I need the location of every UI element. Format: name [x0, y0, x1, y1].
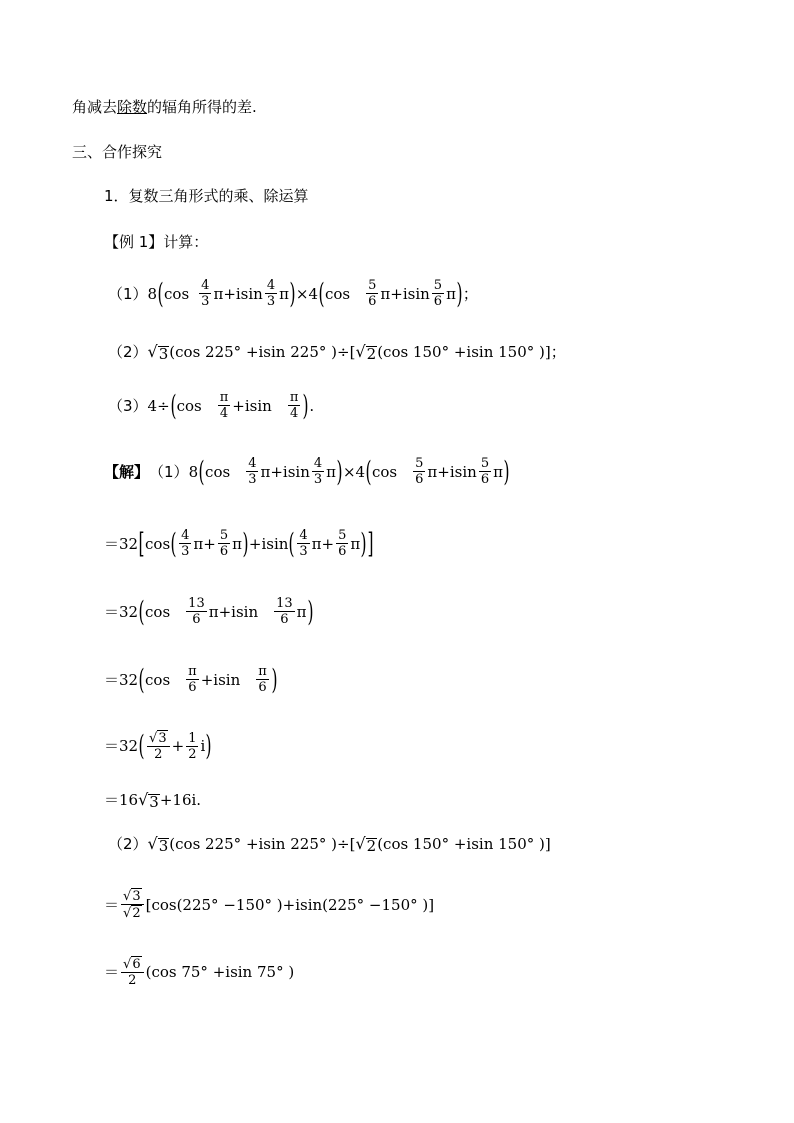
imaginary-unit: i: [200, 737, 206, 755]
solution-label: 【解】: [104, 462, 150, 481]
cos-label: cos: [205, 462, 231, 481]
cos-label: cos: [145, 602, 171, 621]
solution-step-angle-diff: [104, 888, 434, 921]
fraction-4-3: $\frac{4}{3}$: [201, 278, 210, 309]
cos-label: cos: [164, 284, 190, 303]
paren-close: ): [205, 729, 212, 762]
fraction-4-3: $\frac{4}{3}$: [181, 528, 190, 559]
problem-1: [108, 278, 478, 309]
equals-16: ＝16: [104, 791, 139, 809]
topic-title: 1．复数三角形式的乘、除运算: [104, 187, 309, 205]
fraction-5-6: $\frac{5}{6}$: [480, 456, 490, 487]
fraction-1-2: $\frac{1}{2}$: [188, 730, 197, 762]
polar-225: (cos 225° +isin 225° ): [169, 343, 337, 361]
fraction-5-6: $\frac{5}{6}$: [415, 456, 424, 487]
pi-symbol: π: [350, 534, 361, 553]
pi-symbol: π: [296, 602, 307, 621]
equals-32: ＝32: [104, 737, 139, 755]
pi-symbol: π: [446, 284, 456, 303]
problem-2: [108, 342, 566, 362]
paren-close: ): [306, 594, 313, 628]
paren-close: ): [456, 276, 463, 310]
cos-label: cos: [176, 396, 202, 415]
isin-label: +isin: [218, 602, 259, 621]
isin-label: +isin: [200, 670, 241, 689]
paren-close: ): [289, 276, 296, 310]
problem-3: [108, 390, 314, 421]
paren-open: (: [365, 454, 372, 488]
pi-symbol: π: [493, 462, 503, 481]
isin-label: +isin: [270, 462, 310, 481]
polar-75: (cos 75° +isin 75° ): [145, 963, 295, 981]
equals-32: ＝32: [104, 602, 139, 621]
pi-symbol: π: [232, 534, 242, 553]
polar-225: (cos 225° +isin 225° ): [169, 835, 337, 853]
divide-sign: ÷: [337, 835, 350, 853]
semicolon: ；: [462, 284, 478, 303]
coef-8: 8: [147, 284, 158, 303]
sqrt-3: √ 3: [147, 342, 169, 363]
angle-difference-expression: [cos(225° −150° )+isin(225° −150° )]: [145, 895, 435, 914]
fraction-pi-6: $\frac{\pi}{6}$: [188, 664, 197, 695]
plus-16i: +16i.: [159, 791, 202, 809]
divide-sign: ÷: [157, 396, 170, 415]
fraction-pi-4: $\frac{\pi}{4}$: [289, 390, 299, 421]
bracket-open: [: [138, 526, 145, 560]
pi-symbol: π: [326, 462, 336, 481]
cos-label: cos: [145, 534, 171, 553]
problem-1-prefix: （1）: [108, 284, 148, 303]
cos-label: cos: [324, 284, 351, 303]
fraction-13-6: $\frac{13}{6}$: [188, 596, 205, 627]
isin-label: +isin: [248, 534, 289, 553]
equals-32: ＝32: [104, 670, 139, 689]
equals-sign: ＝: [104, 963, 120, 981]
equals-32: ＝32: [104, 534, 139, 553]
divide-sign: ÷: [337, 343, 350, 361]
times-4: ×4: [295, 284, 319, 303]
pi-symbol: π: [380, 284, 391, 303]
pi-symbol: π: [213, 284, 224, 303]
paren-open: (: [288, 526, 295, 560]
fraction-sqrt3-2: √ 3 2: [147, 730, 170, 762]
pi-symbol: π: [427, 462, 438, 481]
fraction-sqrt6-2: √ 6 2: [121, 956, 144, 988]
paren-close: ): [242, 526, 249, 560]
paren-close: ): [336, 454, 343, 488]
coef-4: 4: [147, 396, 158, 415]
fraction-5-6: $\frac{5}{6}$: [219, 528, 229, 559]
fraction-4-3: $\frac{4}{3}$: [313, 456, 323, 487]
period: .: [309, 396, 315, 415]
paren-open: (: [138, 594, 145, 628]
polar-150: (cos 150° +isin 150° ): [377, 343, 545, 361]
paren-open: (: [138, 729, 145, 762]
paren-close: ): [360, 526, 367, 560]
paren-open: (: [170, 526, 177, 560]
solution-2-prefix: （2）: [108, 835, 148, 853]
paren-close: ): [302, 388, 309, 422]
example-label: 【例 1】计算：: [104, 233, 209, 251]
bracket-open: [: [349, 835, 356, 853]
pi-symbol: π: [193, 534, 204, 553]
fraction-sqrt3-sqrt2: √ 3 √ 2: [121, 888, 144, 921]
fraction-5-6: $\frac{5}{6}$: [368, 278, 377, 309]
pi-symbol: π: [279, 284, 289, 303]
paren-close: ): [503, 454, 510, 488]
isin-label: +isin: [232, 396, 272, 415]
solution-step-13-6: [104, 596, 313, 627]
cos-label: cos: [145, 670, 171, 689]
solution-step-75: [104, 956, 294, 988]
paren-open: (: [198, 454, 205, 488]
intro-underlined-term: 除数: [117, 98, 148, 116]
problem-2-prefix: （2）: [108, 343, 148, 361]
isin-label: +isin: [437, 462, 477, 481]
solution-line-2: [108, 834, 551, 854]
paren-open: (: [318, 276, 325, 310]
solution-step-pi-6: [104, 664, 278, 695]
sqrt-3: √ 3: [147, 834, 169, 855]
solution-line-1: [104, 456, 510, 487]
solution-result-1: [104, 790, 201, 810]
fraction-4-3: $\frac{4}{3}$: [299, 528, 308, 559]
bracket-close: ]: [544, 343, 551, 361]
paren-open: (: [157, 276, 164, 310]
pi-symbol: π: [260, 462, 271, 481]
pi-symbol: π: [208, 602, 219, 621]
fraction-4-3: $\frac{4}{3}$: [248, 456, 257, 487]
polar-150: (cos 150° +isin 150° ): [377, 835, 545, 853]
sqrt-3: √ 3: [138, 790, 159, 811]
intro-text-end: 的辐角所得的差.: [147, 98, 257, 116]
paren-open: (: [170, 388, 177, 422]
fraction-5-6: $\frac{5}{6}$: [338, 528, 347, 559]
isin-label: +isin: [223, 284, 263, 303]
isin-label: +isin: [390, 284, 430, 303]
problem-3-prefix: （3）: [108, 396, 148, 415]
fraction-5-6: $\frac{5}{6}$: [433, 278, 443, 309]
cos-label: cos: [372, 462, 398, 481]
solution-step-values: ＝32 ( √ 3 2 + $\frac{1}{2}$ i ): [104, 729, 212, 762]
sqrt-2: √ 2: [355, 342, 377, 363]
fraction-4-3: $\frac{4}{3}$: [266, 278, 276, 309]
times-4: ×4: [342, 462, 366, 481]
intro-text-start: 角减去: [72, 98, 118, 116]
bracket-close: ]: [367, 526, 374, 560]
fraction-pi-4: $\frac{\pi}{4}$: [219, 390, 229, 421]
coef-8: 8: [188, 462, 199, 481]
bracket-open: [: [349, 343, 356, 361]
semicolon: ；: [550, 343, 566, 361]
sqrt-2: √ 2: [355, 834, 377, 855]
paren-open: (: [138, 662, 145, 696]
equals-sign: ＝: [104, 895, 120, 914]
bracket-close: ]: [544, 835, 551, 853]
fraction-pi-6: $\frac{\pi}{6}$: [258, 664, 267, 695]
fraction-13-6: $\frac{13}{6}$: [276, 596, 293, 627]
solution-step-sum-angles: ＝32 [ cos ( $\frac{4}{3}$ π + $\frac{5}{6}$ π ) +isin ( $\frac{4}{3}$ π + $\frac{5}{6}$ π ) ]: [104, 526, 374, 560]
paren-close: ): [271, 662, 278, 696]
intro-line: [72, 97, 257, 117]
solution-1-prefix: （1）: [149, 462, 189, 481]
pi-symbol: π: [311, 534, 322, 553]
section-heading: 三、合作探究: [72, 143, 163, 161]
